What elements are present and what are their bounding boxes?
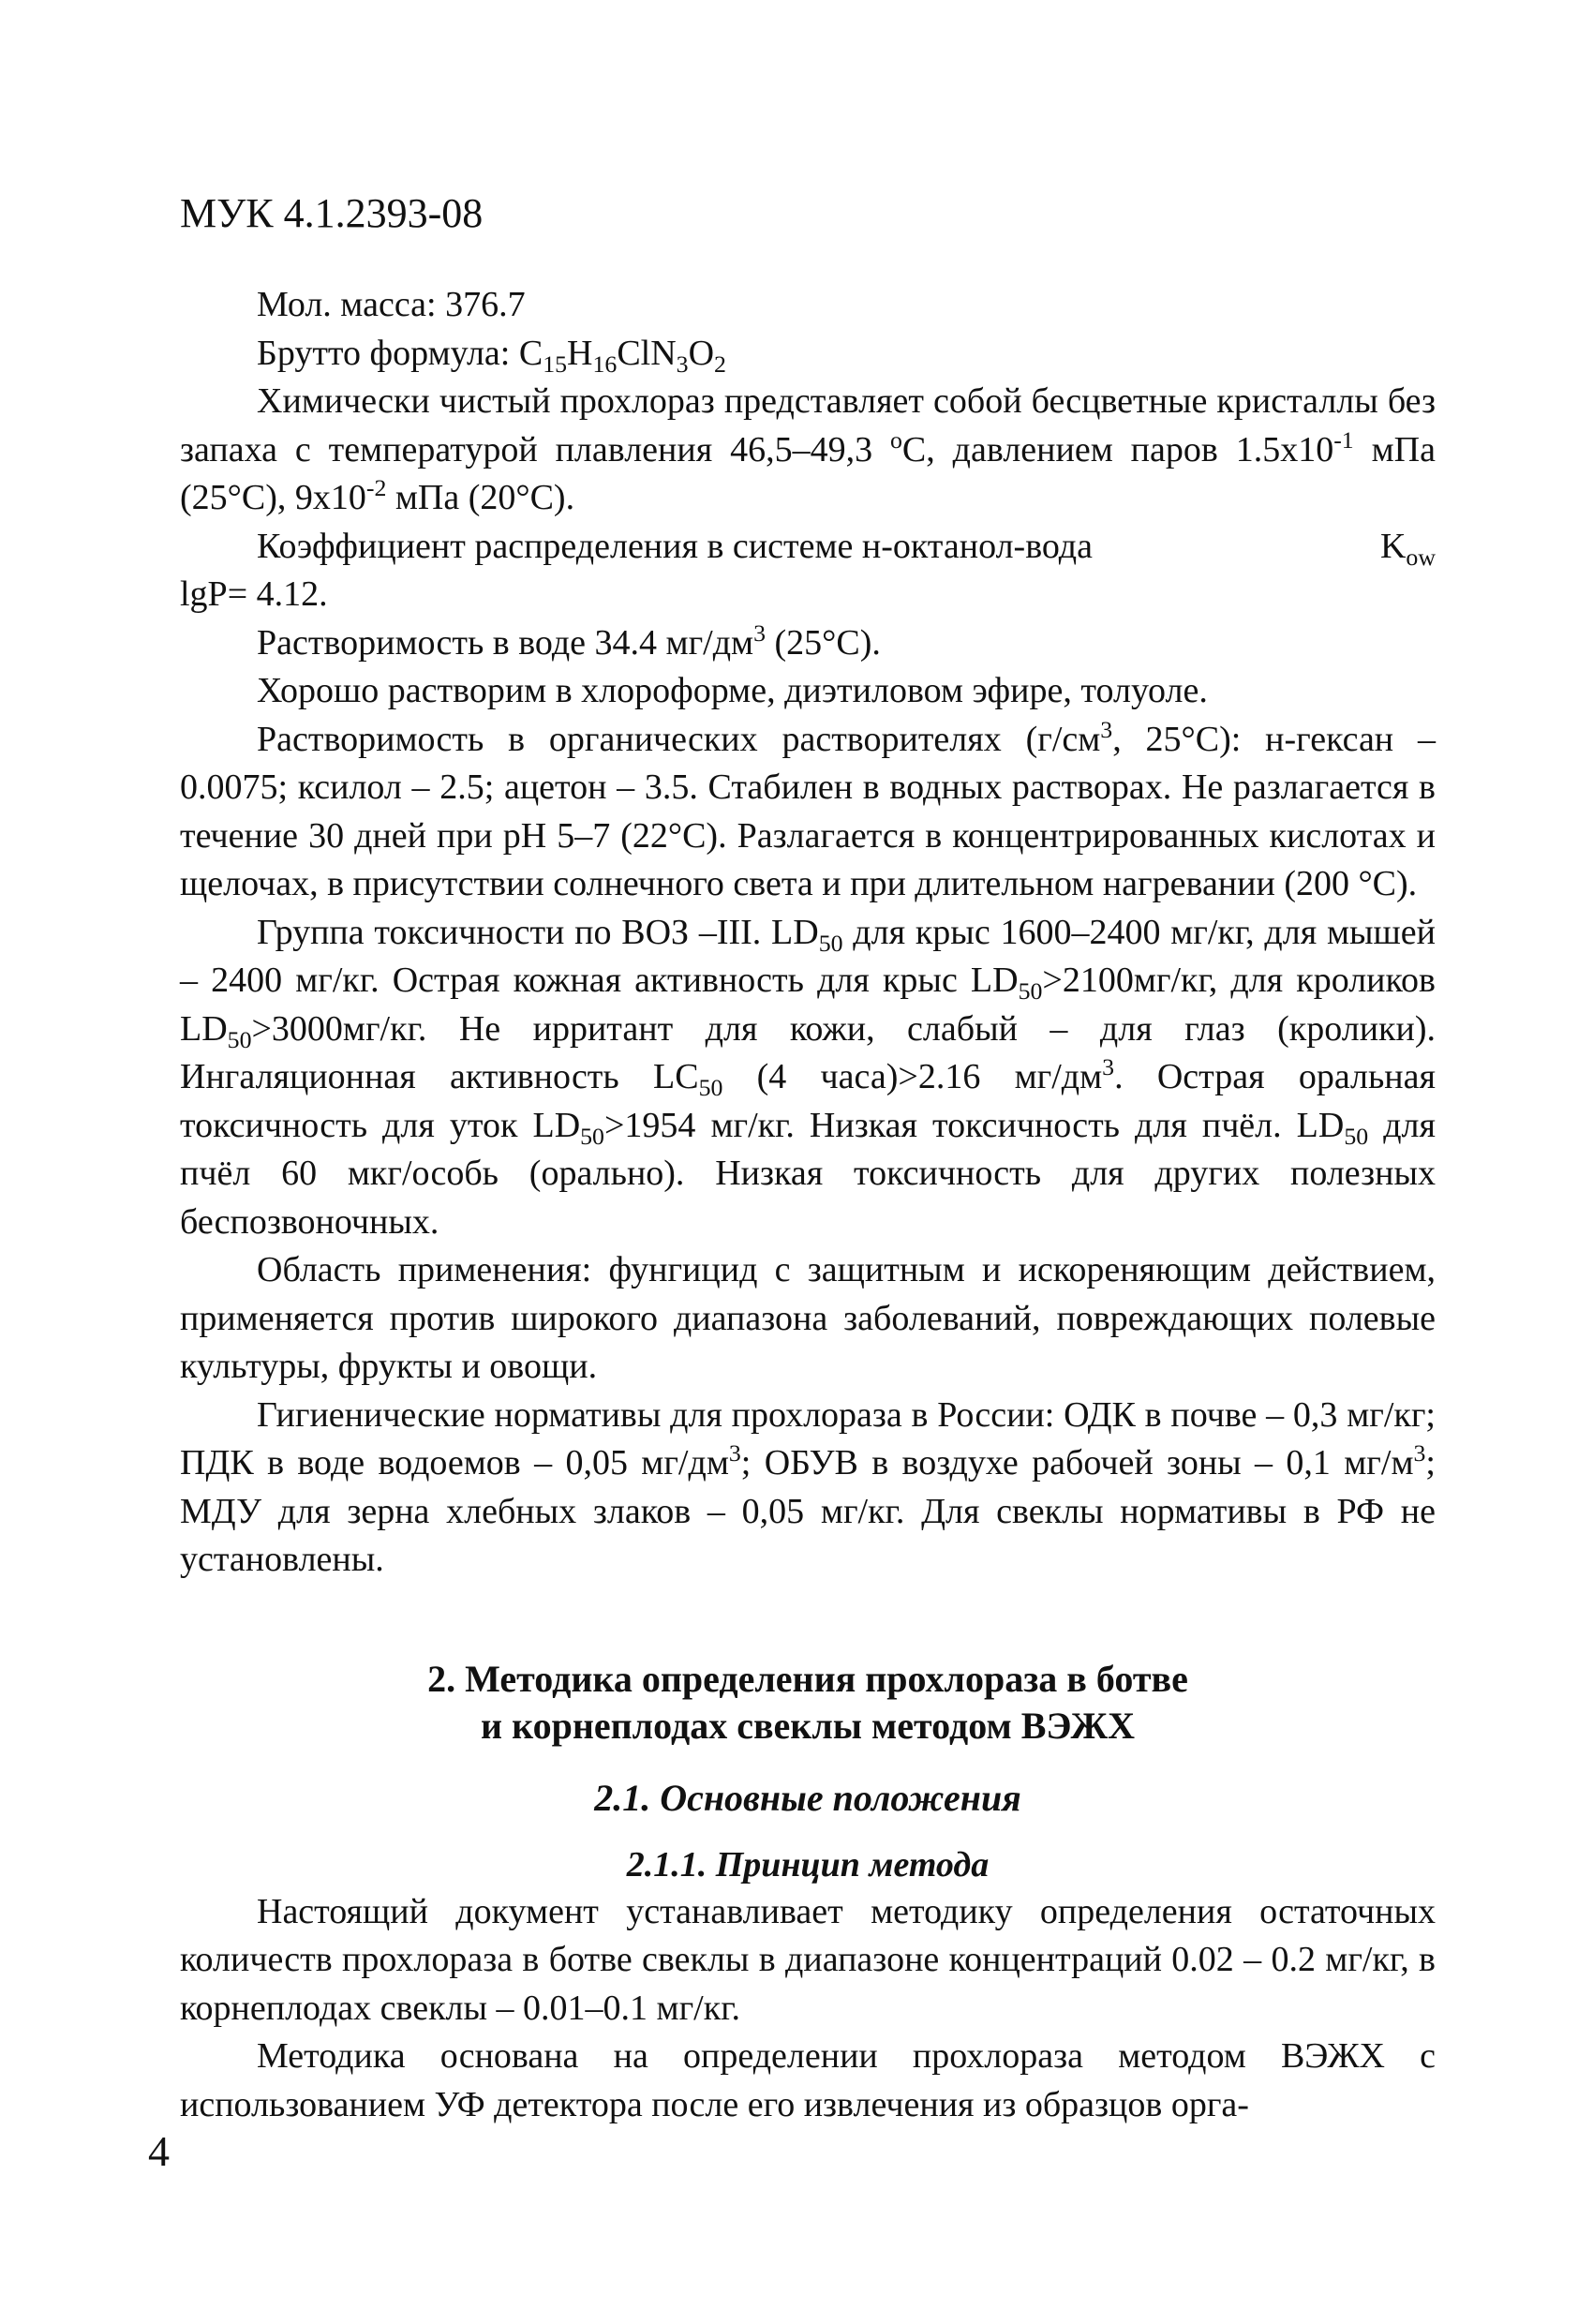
gross-formula-label: Брутто формула: xyxy=(257,333,519,373)
section-heading xyxy=(180,1656,1436,1750)
gross-formula: $C_{15}H_{16}ClN_3O_2$ xyxy=(518,333,726,378)
paragraph-application-scope: Область применения: фунгицид с защитным и искореняющим действием, применяется против широкого диапазона заболеваний, повреждающих полевые культуры, фрукты и овощи. xyxy=(180,1250,1436,1386)
molar-mass-line xyxy=(180,281,1436,330)
section-heading-line-1: 2. Методика определения прохлораза в ботве xyxy=(427,1657,1188,1700)
document-code-header: МУК 4.1.2393-08 xyxy=(180,190,484,236)
paragraph-partition-coefficient: Коэффициент распределения в системе н-октанол-вода $K_{ow}$ xyxy=(257,526,1436,571)
page-number: 4 xyxy=(148,2127,170,2175)
partition-coefficient-value: lgP= 4.12. xyxy=(180,574,328,614)
gross-formula-line xyxy=(180,330,1436,379)
paragraph-chemical-properties: Химически чистый прохлораз представляет собой бесцветные кристаллы без запаха с температурой плавления 46,5–49,3 $^o$С, давлением паров $1.5х10^{-1}$ мПа (25°С), $9х10^{-2}$ мПа (20°С). xyxy=(180,381,1436,517)
paragraph-document-scope: Настоящий документ устанавливает методику определения остаточных количеств прохлораза в ботве свеклы в диапазоне концентраций 0.02 – 0.2 мг/кг, в корнеплодах свеклы – 0.01–0.1 мг/кг. xyxy=(180,1891,1436,2028)
body-text xyxy=(180,281,1436,2129)
subsection-heading: 2.1. Основные положения xyxy=(594,1776,1021,1819)
paragraph-organic-solubility: Растворимость в органических растворителях ($г/см^3$, 25°С): н-гексан – 0.0075; ксилол – 2.5; ацетон – 3.5. Стабилен в водных растворах. Не разлагается в течение 30 дней при pH 5–7 (22°С). Разлагается в концентрированных кислотах и щелочах, в присутствии солнечного света и при длительном нагревании (200 °С). xyxy=(180,715,1436,903)
section-heading-line-2: и корнеплодах свеклы методом ВЭЖХ xyxy=(481,1704,1135,1747)
paragraph-water-solubility: Растворимость в воде 34.4 $мг/дм^3$ (25°С). xyxy=(257,618,881,663)
paragraph-hygienic-norms: Гигиенические нормативы для прохлораза в России: ОДК в почве – 0,3 мг/кг; ПДК в воде водоемов – 0,05 $мг/дм^3$; ОБУВ в воздухе рабочей зоны – 0,1 $мг/м^3$; МДУ для зерна хлебных злаков – 0,05 мг/кг. Для свеклы нормативы в РФ не установлены. xyxy=(180,1394,1436,1579)
paragraph-toxicity: Группа токсичности по ВОЗ –III. $LD_{50}$ для крыс 1600–2400 мг/кг, для мышей – 2400 мг/кг. Острая кожная активность для крыс $LD_{50}>2100мг/кг$, для кроликов $LD_{50}>3000мг/кг$. Не ирритант для кожи, слабый – для глаз (кролики). Ингаляционная активность $LC_{50}$ (4 часа)>2.16 $мг/дм^3$. Острая оральная токсичность для уток $LD_{50}>1954$ мг/кг. Низкая токсичность для пчёл. $LD_{50}$ для пчёл 60 мкг/особь (орально). Низкая токсичность для других полезных беспозвоночных. xyxy=(180,912,1437,1242)
molar-mass-label: Мол. масса: xyxy=(257,285,446,324)
paragraph-good-solubility: Хорошо растворим в хлороформе, диэтиловом эфире, толуоле. xyxy=(257,671,1208,710)
subsubsection-heading: 2.1.1. Принцип метода xyxy=(626,1844,990,1885)
paragraph-method-basis: Методика основана на определении прохлораза методом ВЭЖХ с использованием УФ детектора после его извлечения из образцов орга- xyxy=(180,2036,1436,2124)
molar-mass-value: 376.7 xyxy=(445,285,526,324)
